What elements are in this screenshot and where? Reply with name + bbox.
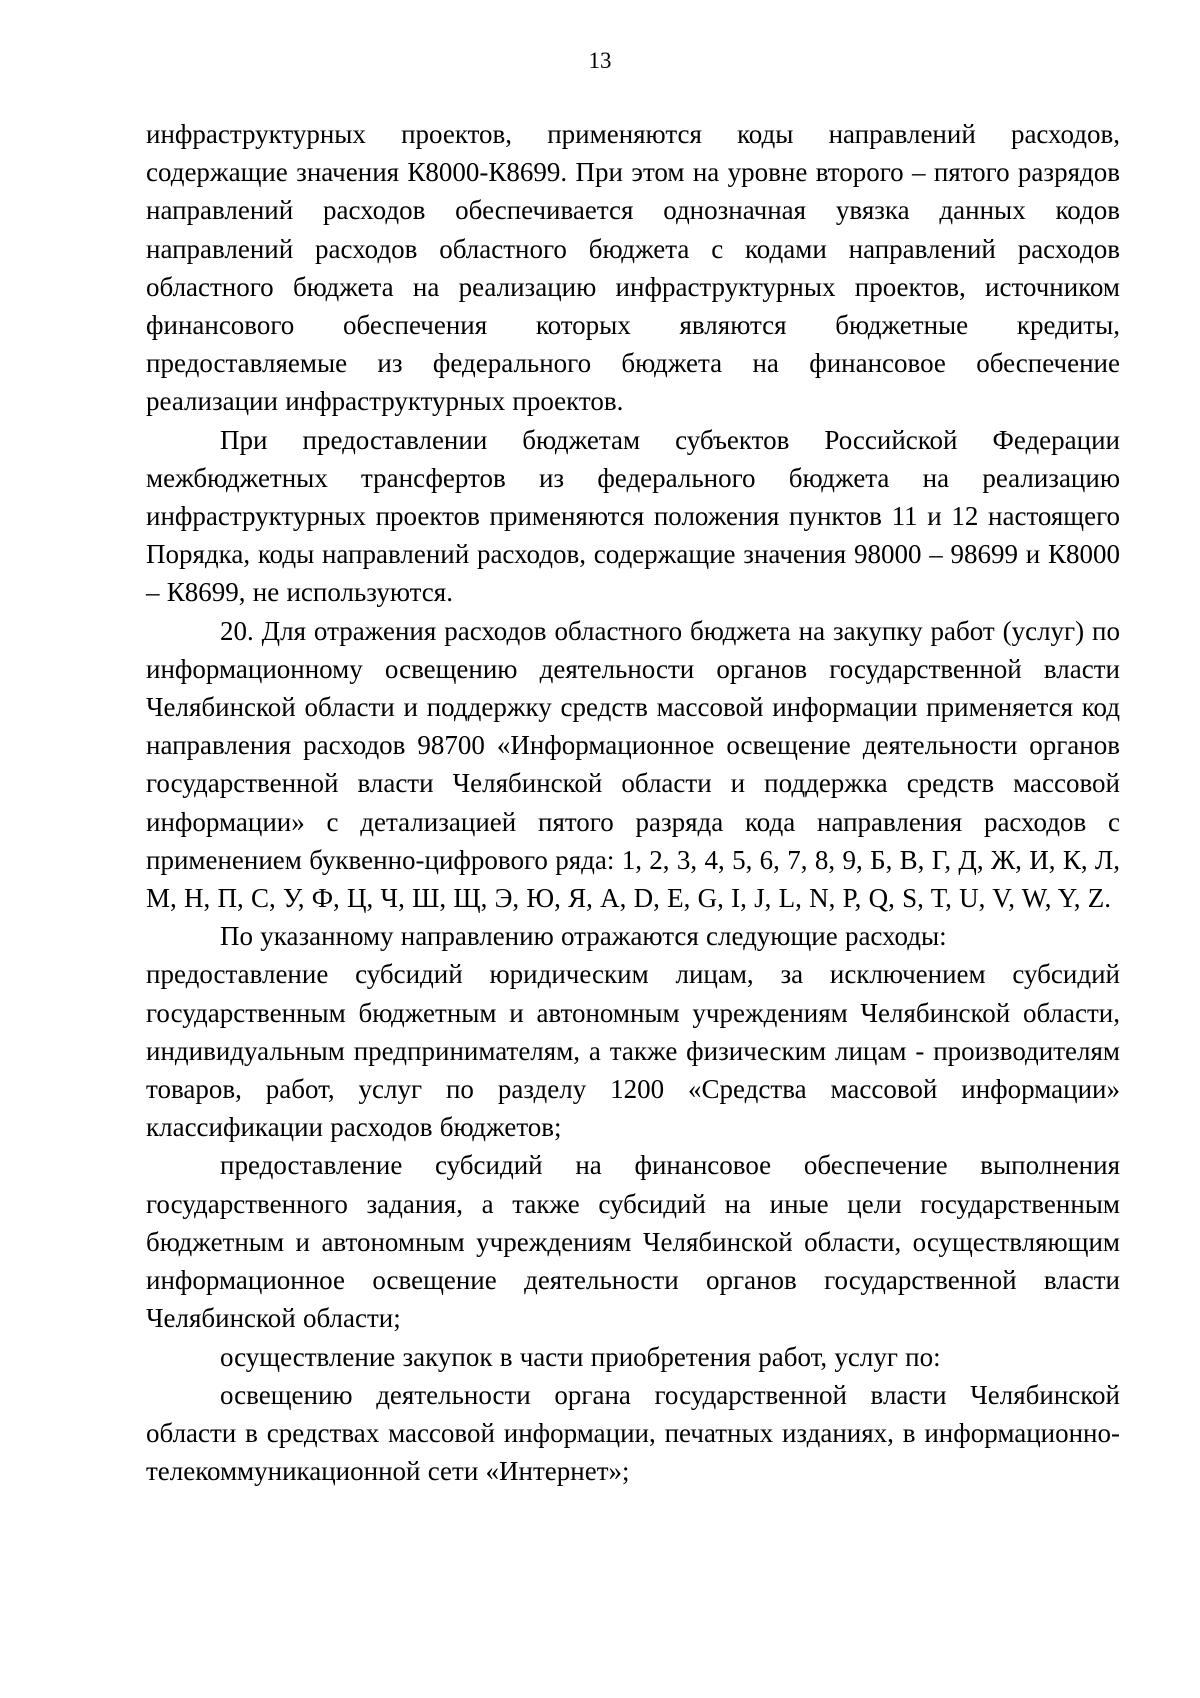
paragraph-item-20: 20. Для отражения расходов областного бюджета на закупку работ (услуг) по информационному освещению деятельности органов государственной власти Челябинской области и поддержку средств массовой информации применяется код направления расходов 98700 «Информационное освещение деятельности органов государственной власти Челябинской области и поддержка средств массовой информации» с детализацией пятого разряда кода направления расходов с применением буквенно-цифрового ряда: 1, 2, 3, 4, 5, 6, 7, 8, 9, Б, В, Г, Д, Ж, И, К, Л, М, Н, П, С, У, Ф, Ц, Ч, Ш, Щ, Э, Ю, Я, A, D, E, G, I, J, L, N, P, Q, S, T, U, V, W, Y, Z. bbox=[146, 615, 1120, 914]
paragraph-subsidies-legal-entities: предоставление субсидий юридическим лицам, за исключением субсидий государственным бюджетным и автономным учреждениям Челябинской области, индивидуальным предпринимателям, а также физическим лицам - производителям товаров, работ, услуг по разделу 1200 «Средства массовой информации» классификации расходов бюджетов; bbox=[146, 959, 1120, 1143]
paragraph-procurement: осуществление закупок в части приобретения работ, услуг по: bbox=[220, 1341, 941, 1372]
paragraph-coverage-media: освещению деятельности органа государственной власти Челябинской области в средствах массовой информации, печатных изданиях, в информационно-телекоммуникационной сети «Интернет»; bbox=[146, 1379, 1120, 1487]
paragraph-interbudget-transfers: При предоставлении бюджетам субъектов Российской Федерации межбюджетных трансфертов из федерального бюджета на реализацию инфраструктурных проектов применяются положения пунктов 11 и 12 настоящего Порядка, коды направлений расходов, содержащие значения 98000 – 98699 и К8000 – К8699, не используются. bbox=[146, 424, 1120, 608]
paragraph-infrastructure-codes: инфраструктурных проектов, применяются коды направлений расходов, содержащие значения К8000-К8699. При этом на уровне второго – пятого разрядов направлений расходов обеспечивается однозначная увязка данных кодов направлений расходов областного бюджета с кодами направлений расходов областного бюджета на реализацию инфраструктурных проектов, источником финансового обеспечения которых являются бюджетные кредиты, предоставляемые из федерального бюджета на финансовое обеспечение реализации инфраструктурных проектов. bbox=[146, 119, 1120, 417]
document-body bbox=[146, 115, 1120, 1490]
paragraph-subsidies-state-task: предоставление субсидий на финансовое обеспечение выполнения государственного задания, а также субсидий на иные цели государственным бюджетным и автономным учреждениям Челябинской области, осуществляющим информационное освещение деятельности органов государственной власти Челябинской области; bbox=[146, 1150, 1120, 1334]
paragraph-expenses-intro: По указанному направлению отражаются следующие расходы: bbox=[220, 921, 947, 952]
page-number: 13 bbox=[588, 48, 612, 73]
